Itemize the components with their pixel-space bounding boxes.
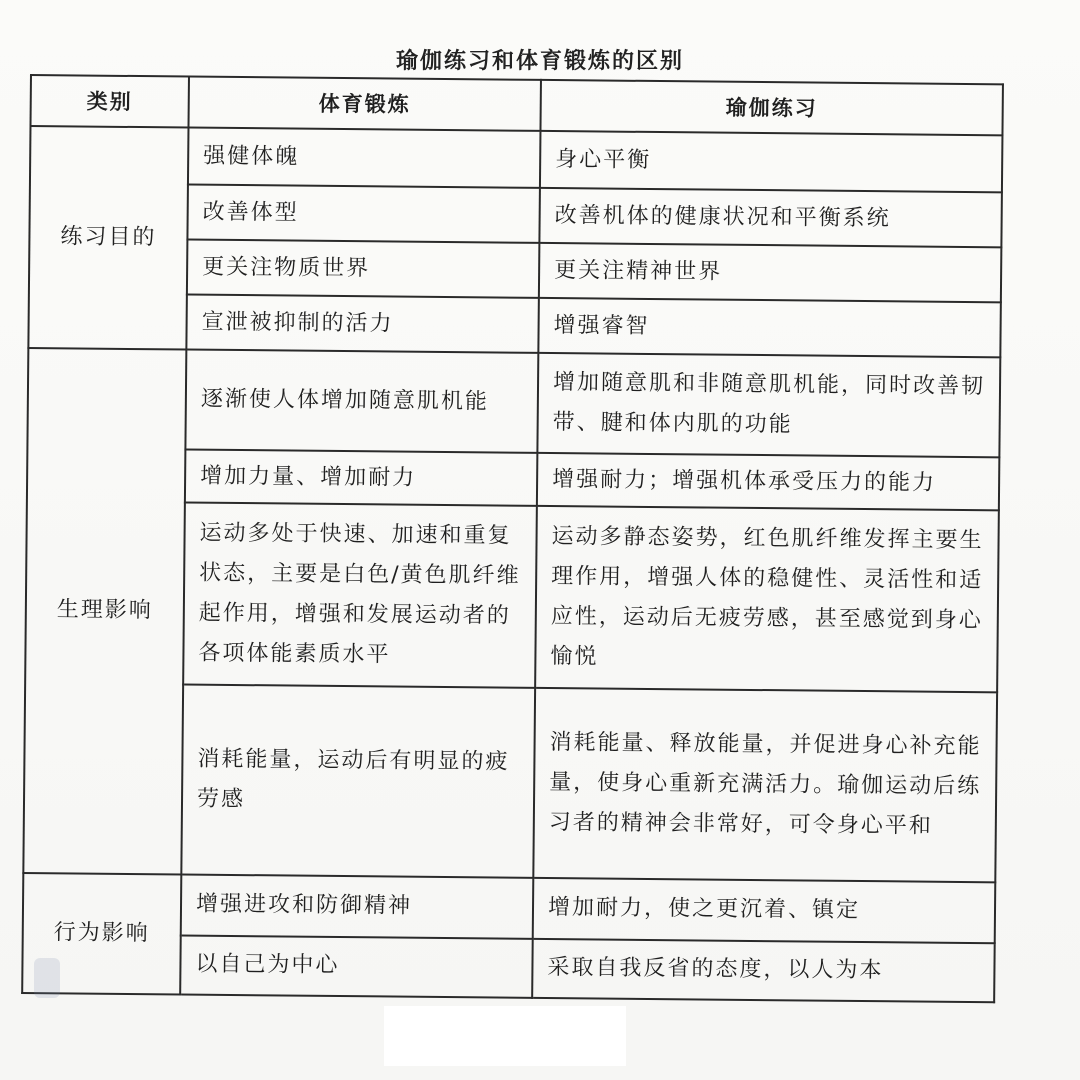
header-yoga: 瑜伽练习 [540,80,1002,135]
sports-cell: 增强进攻和防御精神 [181,874,534,939]
table-row [30,126,1003,192]
table-row [23,873,996,944]
yoga-cell: 采取自我反省的态度，以人为本 [532,939,995,1003]
comparison-table-wrapper [21,74,1002,1003]
yoga-cell: 身心平衡 [540,131,1003,193]
yoga-cell: 改善机体的健康状况和平衡系统 [539,188,1002,248]
scan-smudge [34,958,60,998]
blank-patch [384,1006,626,1066]
sports-cell: 改善体型 [187,185,540,243]
header-sports: 体育锻炼 [188,77,540,131]
sports-cell: 消耗能量，运动后有明显的疲劳感 [181,684,535,877]
yoga-cell: 增强耐力；增强机体承受压力的能力 [537,453,999,510]
yoga-cell: 增加随意肌和非随意肌机能，同时改善韧带、腱和体内肌的功能 [537,353,1000,457]
category-cell: 生理影响 [23,348,186,874]
category-cell: 练习目的 [28,126,188,350]
sports-cell: 宣泄被抑制的活力 [186,295,539,353]
table-row [27,348,1000,457]
comparison-table [21,74,1004,1003]
yoga-cell: 增强睿智 [538,298,1001,358]
table-header-row [31,75,1003,135]
sports-cell: 增加力量、增加耐力 [185,450,537,506]
header-category: 类别 [31,75,189,128]
yoga-cell: 运动多静态姿势，红色肌纤维发挥主要生理作用，增强人体的稳健性、灵活性和适应性，运动后无疲劳感，甚至感觉到身心愉悦 [535,506,999,692]
yoga-cell: 消耗能量、释放能量，并促进身心补充能量，使身心重新充满活力。瑜伽运动后练习者的精神会非常好，可令身心平和 [533,688,997,882]
sports-cell: 以自己为中心 [180,935,533,998]
yoga-cell: 增加耐力，使之更沉着、镇定 [533,877,996,943]
sports-cell: 强健体魄 [188,128,541,188]
sports-cell: 更关注物质世界 [187,240,540,298]
yoga-cell: 更关注精神世界 [539,243,1002,303]
page-title: 瑜伽练习和体育锻炼的区别 [395,49,684,74]
sports-cell: 逐渐使人体增加随意肌机能 [185,350,538,453]
sports-cell: 运动多处于快速、加速和重复状态，主要是白色/黄色肌纤维起作用，增强和发展运动者的各项体能素质水平 [183,503,537,688]
category-cell: 行为影响 [22,873,181,995]
